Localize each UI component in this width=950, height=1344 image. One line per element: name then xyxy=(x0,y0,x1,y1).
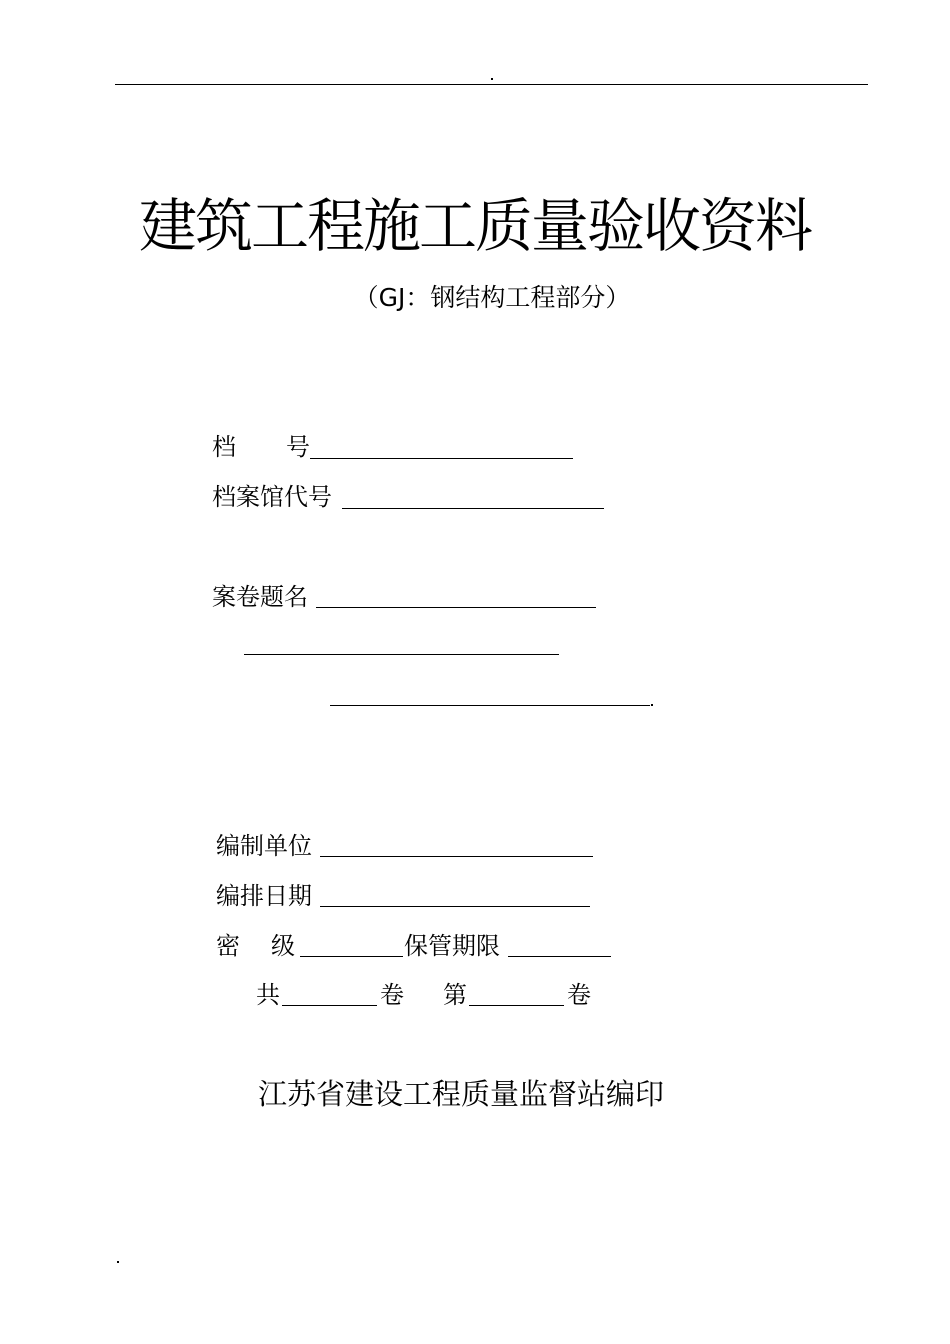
retention-blank[interactable] xyxy=(508,956,611,957)
archive-code-field: 档案馆代号 xyxy=(212,483,332,511)
secrecy-blank[interactable] xyxy=(300,956,403,957)
number-label: 第 xyxy=(443,981,467,1009)
document-title: 建筑工程施工质量验收资料 xyxy=(138,192,811,260)
archive-no-label-1: 档 xyxy=(212,433,236,461)
archive-no-label-2: 号 xyxy=(286,433,310,461)
total-label: 共 xyxy=(256,981,280,1009)
compiler-blank[interactable] xyxy=(320,856,593,857)
volume-label-1: 卷 xyxy=(380,981,404,1009)
volume-label-2: 卷 xyxy=(567,981,591,1009)
header-mark xyxy=(491,78,493,80)
archive-no-field xyxy=(212,430,310,464)
case-title-end-dot xyxy=(651,704,653,706)
publisher: 江苏省建设工程质量监督站编印 xyxy=(258,1077,665,1111)
case-title-blank-3[interactable] xyxy=(330,705,650,706)
case-title-field: 案卷题名 xyxy=(212,583,308,611)
retention-field: 保管期限 xyxy=(404,932,500,960)
header-rule xyxy=(115,84,868,85)
document-subtitle: （GJ：钢结构工程部分） xyxy=(353,283,631,312)
compile-date-blank[interactable] xyxy=(320,906,590,907)
secrecy-label-1: 密 xyxy=(216,932,240,960)
total-blank[interactable] xyxy=(282,1005,377,1006)
case-title-blank-1[interactable] xyxy=(316,607,596,608)
archive-code-blank[interactable] xyxy=(342,508,604,509)
compiler-field: 编制单位 xyxy=(216,832,312,860)
secrecy-label-2: 级 xyxy=(271,932,295,960)
number-blank[interactable] xyxy=(469,1005,564,1006)
secrecy-field xyxy=(216,929,295,963)
case-title-blank-2[interactable] xyxy=(244,654,559,655)
compile-date-field: 编排日期 xyxy=(216,882,312,910)
archive-no-blank[interactable] xyxy=(310,458,573,459)
footer-mark xyxy=(117,1261,119,1263)
